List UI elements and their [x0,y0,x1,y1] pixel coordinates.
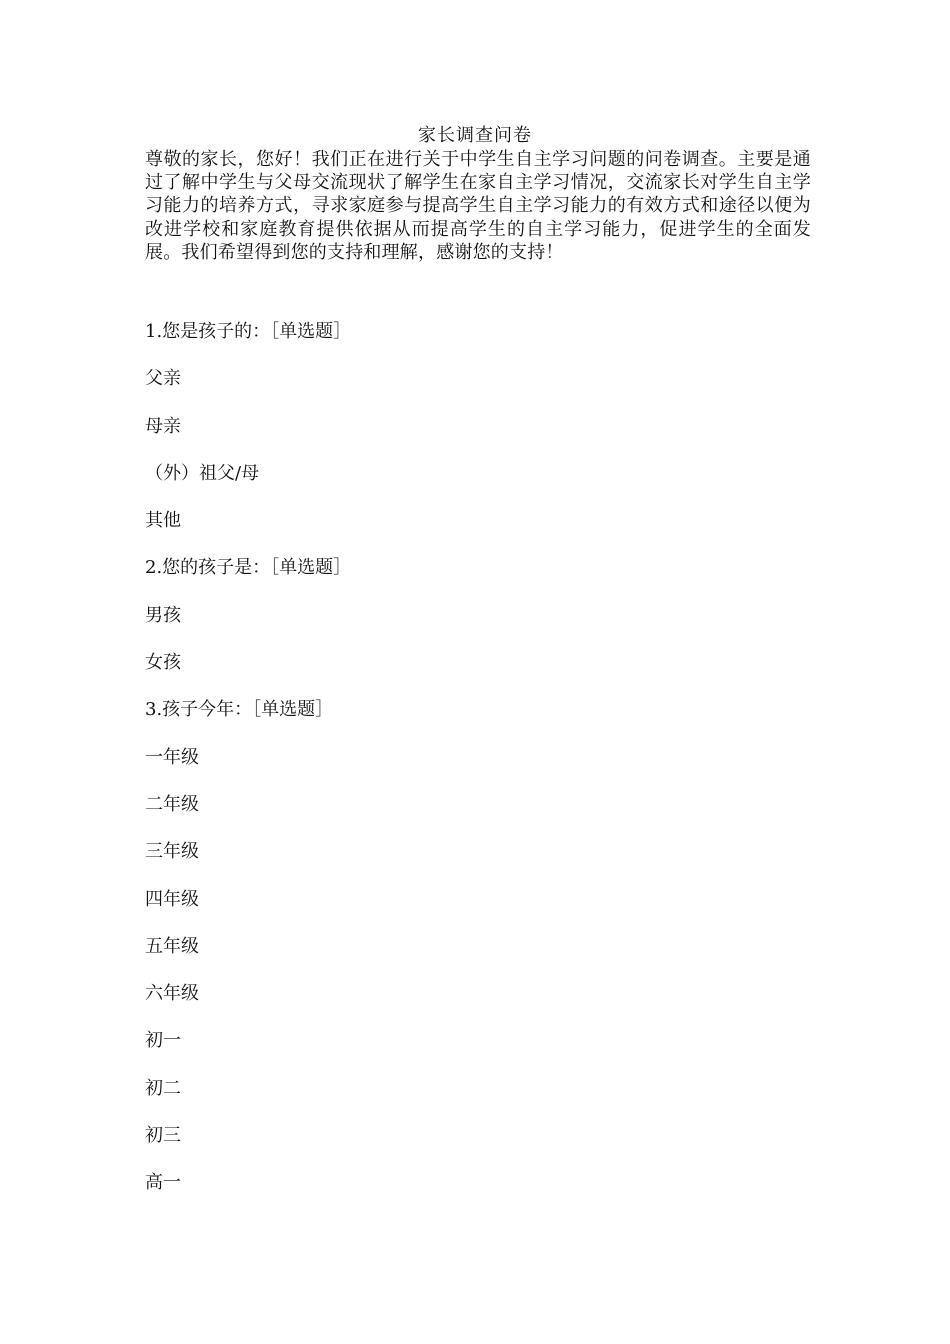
question-2-text: 2.您的孩子是：［单选题］ [145,557,352,579]
question-1-option-1: 父亲 [145,368,181,390]
question-3-option-8: 初二 [145,1077,181,1099]
question-3-text: 3.孩子今年：［单选题］ [145,699,334,721]
question-1-option-3: （外）祖父/母 [145,462,260,484]
question-2-option-1: 男孩 [145,604,181,626]
question-3-option-6: 六年级 [145,983,199,1005]
question-3-option-5: 五年级 [145,935,199,957]
question-3-option-3: 三年级 [145,841,199,863]
question-3-option-9: 初三 [145,1125,181,1147]
question-list [145,320,805,1219]
intro-paragraph: 尊敬的家长，您好！我们正在进行关于中学生自主学习问题的问卷调查。主要是通过了解中学生与父母交流现状了解学生在家自主学习情况，交流家长对学生自主学习能力的培养方式，寻求家庭参与提高学生自主学习能力的有效方式和途径以便为改进学校和家庭教育提供依据从而提高学生的自主学习能力，促进学生的全面发展。我们希望得到您的支持和理解，感谢您的支持！ [145,149,811,263]
question-3-option-1: 一年级 [145,746,199,768]
question-1-text: 1.您是孩子的：［单选题］ [145,321,352,342]
question-3-option-2: 二年级 [145,793,199,815]
question-2-option-2: 女孩 [145,652,181,674]
document-title: 家长调查问卷 [418,125,532,146]
question-1-option-2: 母亲 [145,415,181,437]
question-1-option-4: 其他 [145,510,181,532]
question-3-option-10: 高一 [145,1172,181,1194]
question-3-option-4: 四年级 [145,888,199,910]
question-3-option-7: 初一 [145,1030,181,1052]
